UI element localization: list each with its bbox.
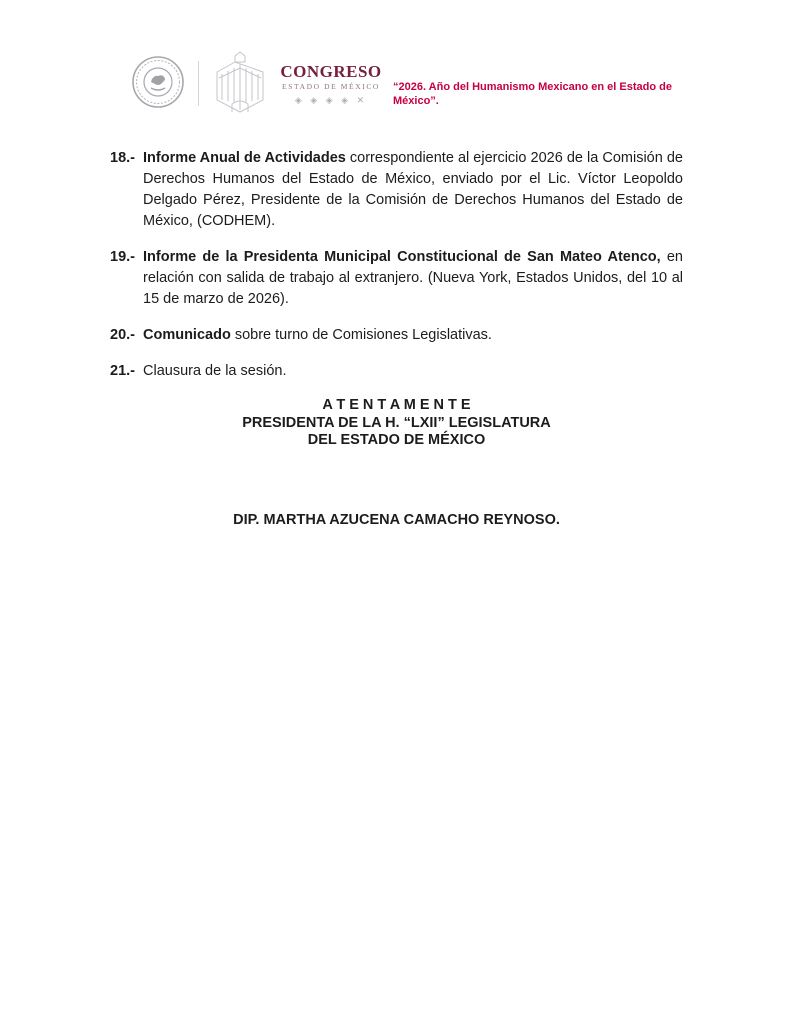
page-header [0,0,791,118]
agenda-list [110,148,683,528]
item-body: correspondiente al ejercicio 2026 de la Comisión de Derechos Humanos del Estado de México, enviado por el Lic. Víctor Leopoldo Delgado Pérez, Presidente de la Comisión de Derechos Humanos del Estado de México, (CODHEM). [143,150,683,229]
item-text [143,148,683,232]
year-motto: “2026. Año del Humanismo Mexicano en el Estado de México”. [393,81,672,107]
item-text [143,361,683,382]
agenda-item-19 [110,247,683,310]
agenda-item-18 [110,148,683,232]
item-body: en relación con salida de trabajo al extranjero. (Nueva York, Estados Unidos, del 10 al 15 de marzo de 2026). [143,249,683,307]
item-lead: Informe de la Presidenta Municipal Constitucional de San Mateo Atenco, [143,249,667,265]
signature-name: DIP. MARTHA AZUCENA CAMACHO REYNOSO. [233,511,560,528]
item-text [143,325,683,346]
congress-title: CONGRESO [280,62,382,81]
item-number: 19.- [110,249,135,265]
congress-brand [272,62,390,107]
legislative-palace-icon [212,50,268,114]
closing-block [110,397,683,450]
agenda-item-21 [110,361,683,382]
item-text [143,247,683,310]
item-body: Clausura de la sesión. [143,363,287,379]
diamond-ornaments-icon: ◈ ◈ ◈ ◈ ✕ [294,95,368,105]
item-number: 18.- [110,150,135,166]
item-lead: Informe Anual de Actividades [143,150,350,166]
congress-subtitle: ESTADO DE MÉXICO [282,82,380,91]
header-divider [198,61,199,106]
closing-president-line: PRESIDENTA DE LA H. “LXII” LEGISLATURA [242,414,551,431]
item-body: sobre turno de Comisiones Legislativas. [234,327,492,343]
item-number: 20.- [110,327,135,343]
state-seal-icon [131,55,185,109]
closing-state-line: DEL ESTADO DE MÉXICO [307,432,486,448]
item-lead: Comunicado [143,327,235,343]
item-number: 21.- [110,363,135,379]
agenda-item-20 [110,325,683,346]
closing-attentively: A T E N T A M E N T E [322,397,471,413]
